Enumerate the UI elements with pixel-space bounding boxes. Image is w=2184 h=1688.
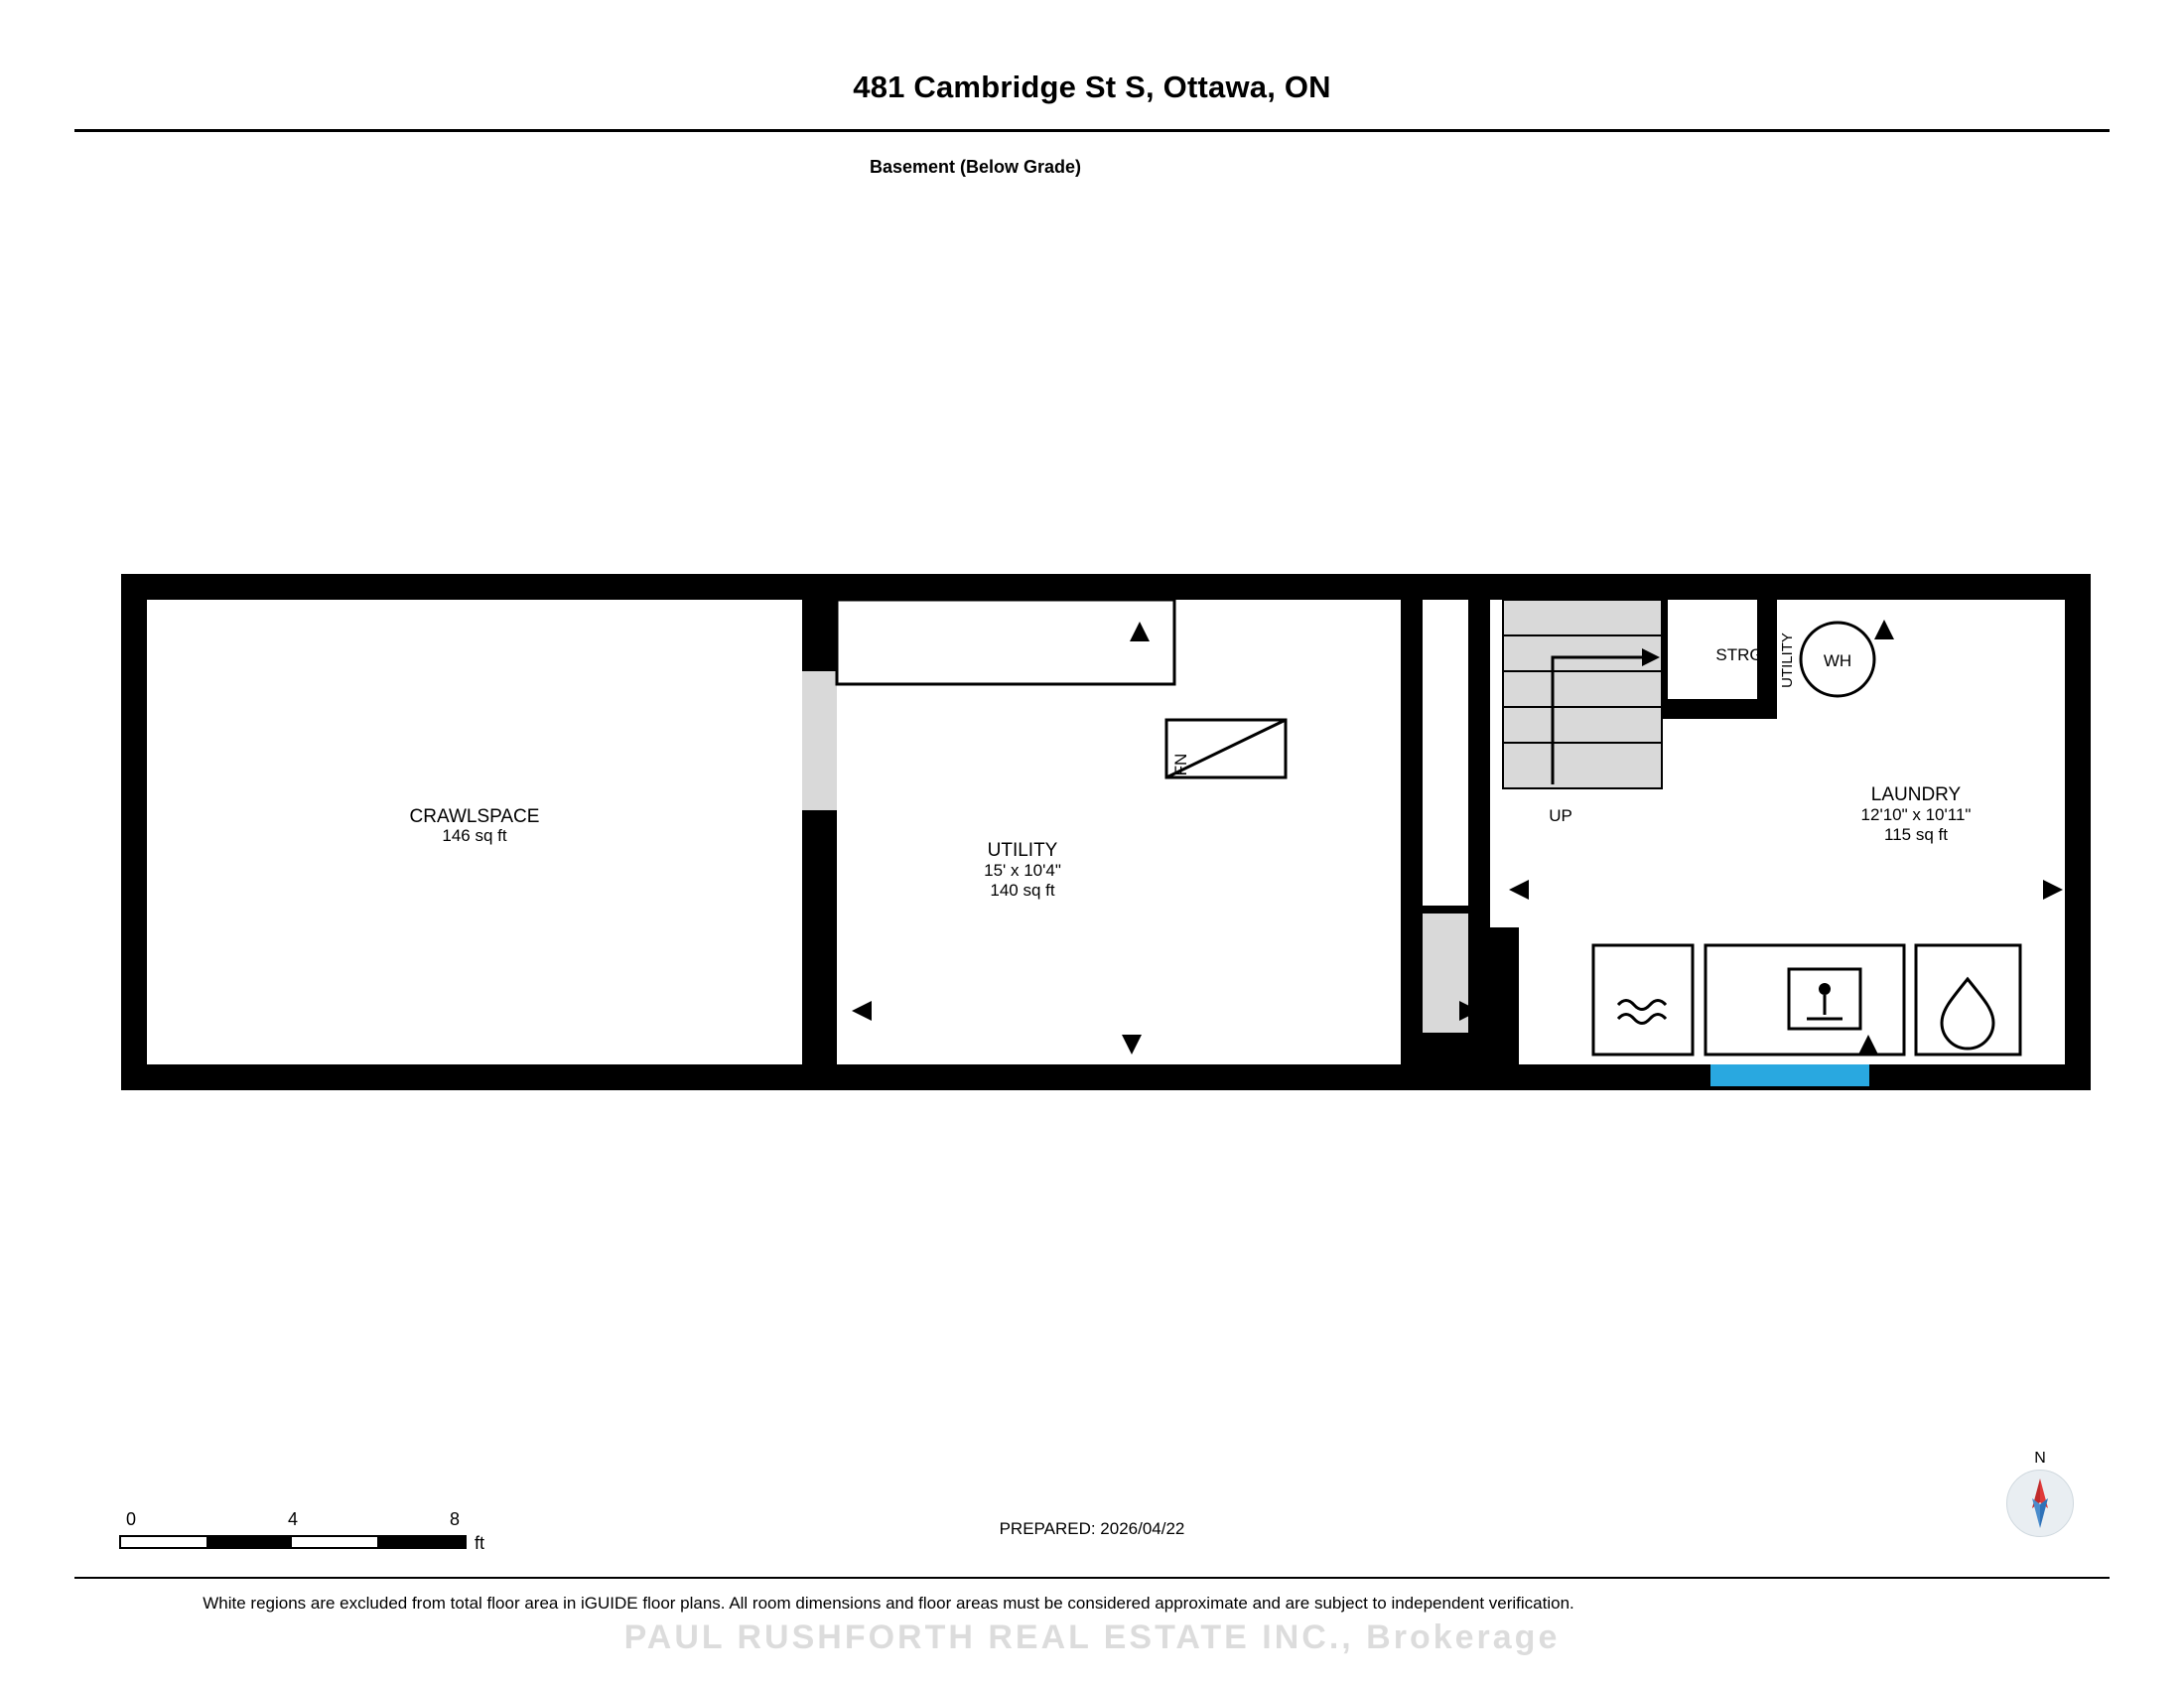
washer-icon xyxy=(1593,945,1693,1055)
page-title: 481 Cambridge St S, Ottawa, ON xyxy=(853,70,1331,104)
door-crawlspace xyxy=(802,671,837,810)
compass-rose xyxy=(1995,1450,2085,1559)
laundry-name: LAUNDRY xyxy=(1870,784,1962,805)
disclaimer-text: White regions are excluded from total floor area in iGUIDE floor plans. All room dimensions and floor areas must be considered approximate and are subject to independent verification. xyxy=(203,1594,1574,1613)
crawlspace-area: 146 sq ft xyxy=(442,826,507,845)
prepared-date: PREPARED: 2026/04/22 xyxy=(999,1519,1185,1538)
scale-tick-2: 8 xyxy=(449,1509,461,1529)
furnace-symbol xyxy=(1166,720,1286,777)
utility-area: 140 sq ft xyxy=(990,881,1055,900)
utility-closet-label: UTILITY xyxy=(1779,633,1796,688)
scale-bar xyxy=(119,1509,485,1569)
water-heater-symbol xyxy=(1801,623,1874,696)
storage-label: STRG xyxy=(1715,645,1763,664)
dryer-icon xyxy=(1916,945,2020,1055)
brokerage-watermark: PAUL RUSHFORTH REAL ESTATE INC., Brokerage xyxy=(623,1618,1561,1656)
laundry-dims: 12'10" x 10'11" xyxy=(1860,805,1972,824)
water-heater-label: WH xyxy=(1823,651,1852,670)
compass-north-label: N xyxy=(2034,1450,2046,1467)
window-marker xyxy=(1710,1064,1869,1086)
crawlspace-name: CRAWLSPACE xyxy=(409,806,540,827)
utility-dims: 15' x 10'4" xyxy=(984,861,1061,880)
room-label-utility xyxy=(984,840,1061,900)
footer-divider xyxy=(74,1577,2110,1579)
laundry-sink-icon xyxy=(1706,945,1904,1055)
laundry-area: 115 sq ft xyxy=(1884,825,1948,844)
scale-tick-1: 4 xyxy=(287,1509,299,1529)
scale-tick-0: 0 xyxy=(125,1509,137,1529)
stairs-up-label: UP xyxy=(1549,806,1572,825)
floor-subtitle: Basement (Below Grade) xyxy=(869,157,1082,177)
scale-unit: ft xyxy=(475,1533,485,1553)
utility-name: UTILITY xyxy=(987,840,1058,861)
compass-needle-icon xyxy=(2006,1470,2074,1537)
furnace-label: FN xyxy=(1171,753,1190,776)
